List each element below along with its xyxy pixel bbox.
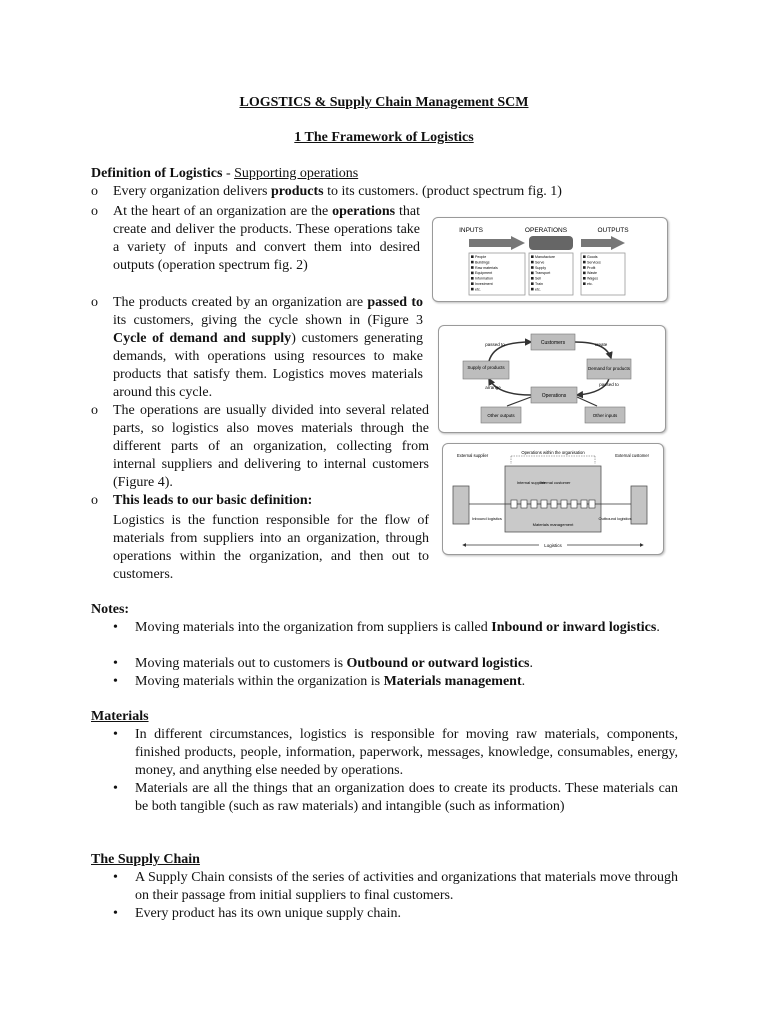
fig1-list-item: etc. bbox=[475, 287, 481, 292]
fig1-list-square bbox=[531, 288, 534, 291]
supply-chain-item-2: Every product has its own unique supply chain. bbox=[135, 906, 401, 921]
definition-heading-line bbox=[91, 165, 358, 183]
text: Every organization delivers bbox=[113, 184, 271, 199]
fig1-list-square bbox=[531, 272, 534, 275]
text: that create and deliver the products. These operations take a variety of inputs and convert them into desired outputs (operation spectrum fig. 2) bbox=[113, 204, 421, 273]
fig1-output-arrow bbox=[581, 236, 625, 250]
fig1-list-item: etc. bbox=[535, 287, 541, 292]
fig3-inbound-label: Inbound logistics bbox=[472, 516, 502, 521]
fig3-process-square bbox=[581, 500, 587, 508]
fig3-logistics-label: Logistics bbox=[544, 543, 562, 548]
bullet-marker: o bbox=[91, 493, 98, 508]
fig2-customers-label: Customers bbox=[540, 340, 566, 346]
text: Moving materials within the organization is bbox=[135, 674, 384, 689]
text-bold: products bbox=[270, 184, 324, 199]
page-title: LOGSTICS & Supply Chain Management SCM bbox=[239, 95, 529, 110]
definition-subheading: Supporting operations bbox=[234, 166, 359, 181]
bullet-marker: o bbox=[91, 295, 98, 310]
fig1-list-square bbox=[583, 255, 586, 258]
fig1-list-item: Sell bbox=[535, 276, 541, 281]
text: The products created by an organization are bbox=[113, 295, 368, 310]
fig1-list-square bbox=[531, 282, 534, 285]
fig3-outbound-label: Outbound logistics bbox=[598, 516, 632, 521]
fig1-list-square bbox=[471, 255, 474, 258]
notes-item-2 bbox=[135, 655, 678, 673]
text: its customers, giving the cycle shown in (Figure 3 bbox=[113, 313, 423, 328]
definition-bullet-4: The operations are usually divided into several related parts, so logistics also moves materials through the different parts of an organization, collecting from internal suppliers and delivering to internal customers (Figure 4). bbox=[113, 403, 429, 490]
fig2-passed-to-label: passed to bbox=[485, 342, 505, 347]
bullet-dot: • bbox=[113, 781, 118, 796]
bullet-marker: o bbox=[91, 403, 98, 418]
text: . bbox=[529, 656, 533, 671]
section-title: 1 The Framework of Logistics bbox=[294, 130, 474, 145]
fig1-list-item: Train bbox=[535, 282, 544, 286]
bullet-dot: • bbox=[113, 727, 118, 742]
fig3-process-square bbox=[541, 500, 547, 508]
definition-bullet-3 bbox=[113, 294, 423, 402]
notes-heading: Notes: bbox=[91, 602, 130, 617]
text-bold: Cycle of demand and supply bbox=[113, 331, 292, 346]
text-bold: Materials management bbox=[383, 674, 522, 689]
fig2-line-other-outputs bbox=[507, 397, 531, 406]
fig1-list-square bbox=[531, 277, 534, 280]
fig1-list-square bbox=[471, 266, 474, 269]
figure-cycle-demand-supply bbox=[438, 325, 666, 433]
supply-chain-heading: The Supply Chain bbox=[91, 852, 200, 867]
fig1-operations-label: OPERATIONS bbox=[524, 227, 568, 234]
fig2-demand-label: Demand for products bbox=[587, 366, 631, 371]
fig2-operations-label: Operations bbox=[541, 393, 567, 399]
text: Moving materials into the organization from suppliers is called bbox=[135, 620, 492, 635]
fig3-external-supplier-label: External supplier bbox=[457, 453, 489, 458]
materials-heading: Materials bbox=[91, 709, 149, 724]
heading-separator: - bbox=[222, 166, 235, 181]
text: . bbox=[656, 620, 660, 635]
notes-item-1 bbox=[135, 619, 678, 637]
text: Moving materials out to customers is bbox=[135, 656, 347, 671]
definition-bullet-1 bbox=[113, 183, 713, 201]
fig1-list-square bbox=[531, 255, 534, 258]
fig1-list-square bbox=[531, 261, 534, 264]
fig3-process-square bbox=[511, 500, 517, 508]
fig1-list-square bbox=[471, 282, 474, 285]
text: At the heart of an organization are the bbox=[113, 204, 333, 219]
fig1-list-item: Information bbox=[475, 276, 493, 281]
fig1-outputs-label: OUTPUTS bbox=[597, 227, 629, 234]
fig1-list-item: Serve bbox=[535, 260, 545, 265]
logistics-definition: Logistics is the function responsible for the flow of materials from suppliers into an organization, through operations within the organization, and then out to customers. bbox=[113, 513, 429, 582]
bullet-dot: • bbox=[113, 870, 118, 885]
fig1-list-item: Equipment bbox=[475, 271, 493, 276]
fig1-list-item: etc. bbox=[587, 282, 593, 286]
fig2-other-inputs-label: Other inputs bbox=[592, 413, 618, 418]
fig2-supply-label: Supply of products bbox=[467, 365, 505, 370]
fig3-process-square bbox=[551, 500, 557, 508]
fig1-list-square bbox=[583, 261, 586, 264]
fig3-customer-block bbox=[631, 486, 647, 524]
fig1-list-item: Profit bbox=[587, 265, 596, 270]
fig3-process-square bbox=[561, 500, 567, 508]
bullet-marker: o bbox=[91, 184, 98, 199]
bullet-dot: • bbox=[113, 674, 118, 689]
materials-item-1: In different circumstances, logistics is responsible for moving raw materials, components, finished products, people, information, paperwork, messages, knowledge, consumables, energy, money, and anything else needed by operations. bbox=[135, 727, 678, 778]
fig1-list-item: Manufacture bbox=[535, 255, 555, 259]
fig2-arrange-label: arrange bbox=[485, 385, 501, 390]
definition-heading: Definition of Logistics bbox=[91, 166, 223, 181]
fig1-operations-box bbox=[529, 236, 573, 250]
fig1-list-square bbox=[471, 277, 474, 280]
text-bold: Outbound or outward logistics bbox=[346, 656, 530, 671]
fig2-line-other-inputs bbox=[577, 397, 597, 406]
fig3-process-square bbox=[571, 500, 577, 508]
text-bold: passed to bbox=[367, 295, 423, 310]
fig1-list-square bbox=[471, 272, 474, 275]
fig1-list-square bbox=[583, 266, 586, 269]
fig2-other-outputs-label: Other outputs bbox=[487, 413, 515, 418]
fig1-list-square bbox=[583, 277, 586, 280]
materials-item-2: Materials are all the things that an organization does to create its products. These materials can be both tangible (such as raw materials) and intangible (such as information) bbox=[135, 781, 678, 814]
fig1-list-item: Raw materials bbox=[475, 265, 498, 270]
bullet-dot: • bbox=[113, 656, 118, 671]
text-bold: Inbound or inward logistics bbox=[491, 620, 657, 635]
definition-bullet-5: This leads to our basic definition: bbox=[113, 493, 313, 508]
fig1-list-square bbox=[583, 272, 586, 275]
fig1-list-square bbox=[471, 261, 474, 264]
text-bold: operations bbox=[332, 204, 396, 219]
fig3-supplier-block bbox=[453, 486, 469, 524]
fig1-list-item: Services bbox=[587, 260, 601, 265]
definition-bullet-2 bbox=[113, 203, 420, 275]
fig3-external-customer-label: External customer bbox=[615, 453, 649, 458]
fig3-internal-supplier-label: Internal supplier bbox=[516, 480, 546, 485]
fig3-process-square bbox=[521, 500, 527, 508]
fig1-list-square bbox=[471, 288, 474, 291]
fig1-list-item: Supply bbox=[535, 265, 546, 270]
fig3-process-square bbox=[589, 500, 595, 508]
text: ) customers generating demands, with operations using resources to make products that satisfy them. Logistics moves materials around this cycle. bbox=[113, 331, 423, 400]
fig3-internal-customer-label: Internal customer bbox=[539, 480, 571, 485]
fig2-create-label: create bbox=[594, 342, 608, 347]
supply-chain-item-1: A Supply Chain consists of the series of activities and organizations that materials move through on their passage from initial suppliers to final customers. bbox=[135, 870, 678, 903]
fig1-list-item: People bbox=[475, 255, 487, 259]
text: . bbox=[521, 674, 526, 689]
bullet-dot: • bbox=[113, 620, 118, 635]
fig1-input-arrow bbox=[469, 236, 525, 250]
fig1-list-item: Transport bbox=[535, 271, 551, 276]
notes-item-3 bbox=[135, 673, 678, 691]
fig3-materials-mgmt-label: Materials management bbox=[532, 522, 574, 527]
bullet-dot: • bbox=[113, 906, 118, 921]
fig1-list-square bbox=[531, 266, 534, 269]
fig1-list-item: Goods bbox=[587, 255, 598, 259]
fig1-list-item: Wages bbox=[587, 276, 599, 281]
figure-logistics-flow bbox=[442, 443, 664, 555]
fig1-list-item: Investment bbox=[475, 282, 493, 286]
fig2-passed-to-2-label: passed to bbox=[599, 382, 619, 387]
fig2-supply-box bbox=[463, 361, 509, 379]
fig3-process-square bbox=[531, 500, 537, 508]
fig1-list-item: Buildings bbox=[475, 260, 490, 265]
fig1-inputs-label: INPUTS bbox=[459, 227, 483, 234]
fig1-list-item: Waste bbox=[587, 271, 598, 276]
text: to its customers. (product spectrum fig. 1) bbox=[323, 184, 562, 199]
fig3-operations-within-label: Operations within the organisation bbox=[521, 450, 585, 455]
figure-operations-spectrum bbox=[432, 217, 668, 302]
fig1-list-square bbox=[583, 282, 586, 285]
bullet-marker: o bbox=[91, 204, 98, 219]
